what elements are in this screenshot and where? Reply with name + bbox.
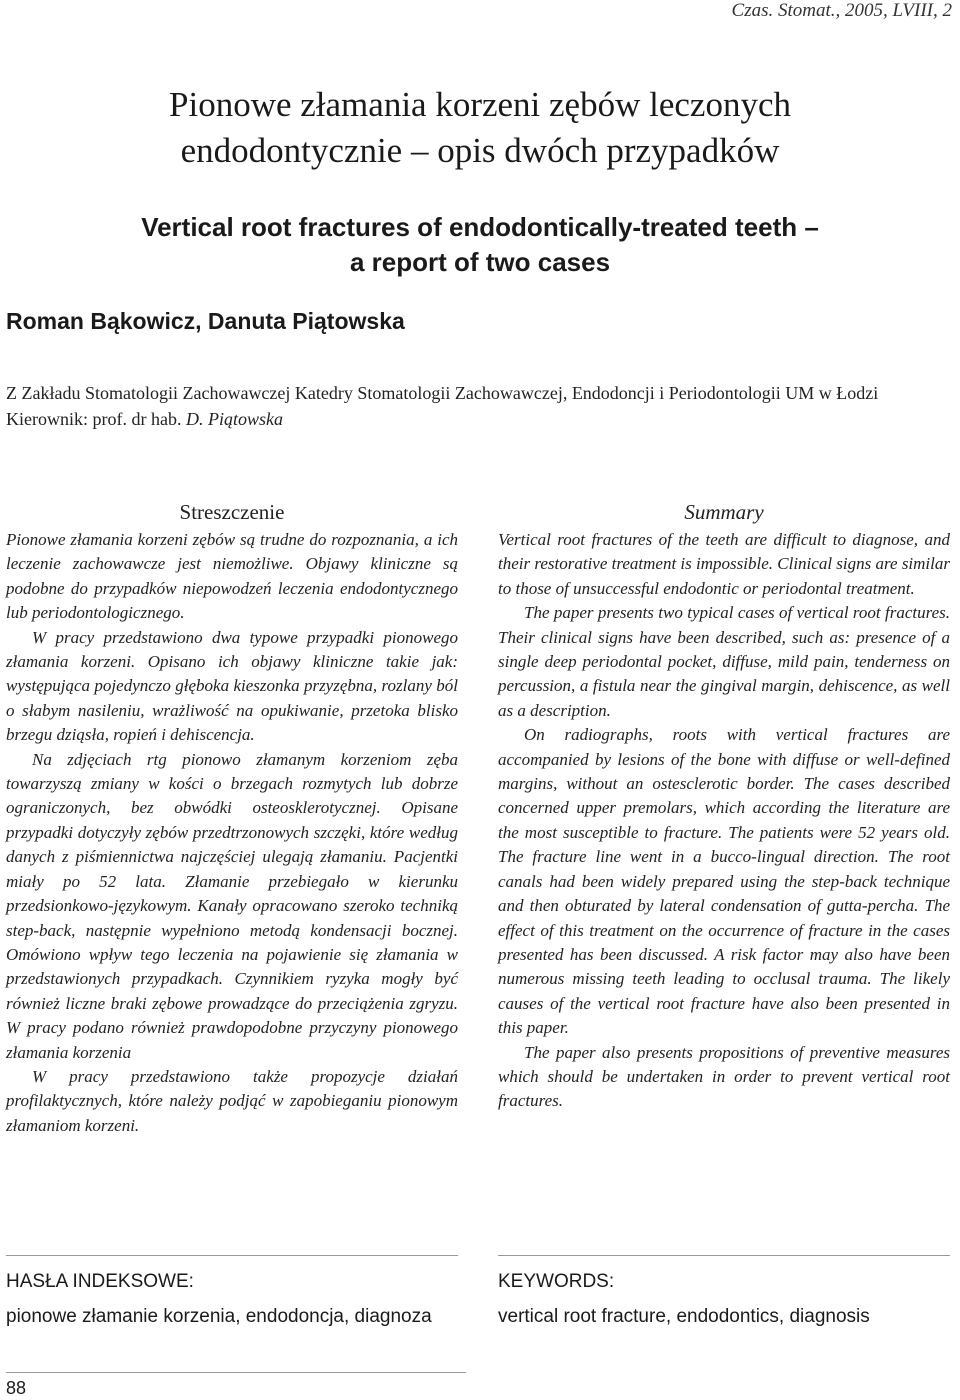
title-english xyxy=(0,210,960,280)
keywords-english-value: vertical root fracture, endodontics, diagnosis xyxy=(498,1306,870,1327)
abstract-english-paragraph: On radiographs, roots with vertical fractures are accompanied by lesions of the bone with diffuse or well-defined margins, without an ostesclerotic border. The cases described concerned upper premolars, which according the literature are the most susceptible to fracture. The patients were 52 years old. The fracture line went in a bucco-lingual direction. The root canals had been widely prepared using the step-back technique and then obturated by lateral condensation of gutta-percha. The effect of this treatment on the occurrence of fracture in the cases presented has been discussed. A risk factor may also have been numerous missing teeth leading to occlusal trauma. The likely causes of the vertical root fracture have also been presented in this paper. xyxy=(498,725,950,1038)
keywords-polish-label: HASŁA INDEKSOWE: xyxy=(6,1271,194,1292)
journal-citation: Czas. Stomat., 2005, LVIII, 2 xyxy=(731,0,952,21)
title-polish-line: Pionowe złamania korzeni zębów leczonych xyxy=(169,85,791,124)
abstract-polish-paragraph: Na zdjęciach rtg pionowo złamanym korzeniom zęba towarzyszą zmiany w kości o brzegach rozmytych lub dobrze ograniczonych, bez obwódki osteosklerotycznej. Opisane przypadki dotyczyły zębów przedtrzonowych szczęki, które według danych z piśmiennictwa najczęściej ulegają złamaniu. Pacjentki miały po 52 lata. Złamanie przebiegało w kierunku przedsionkowo-językowym. Kanały opracowano szeroko techniką step-back, następnie wypełniono metodą kondensacji bocznej. Omówiono wpływ tego leczenia na pojawienie się złamania w przedstawionych przypadkach. Czynnikiem ryzyka mogły być również liczne braki zębowe prowadzące do przeciążenia zgryzu. W pracy podano również prawdopodobne przyczyny pionowego złamania korzenia xyxy=(6,749,458,1062)
abstract-polish xyxy=(6,498,458,1138)
footer-divider xyxy=(6,1372,466,1373)
authors: Roman Bąkowicz, Danuta Piątowska xyxy=(6,308,405,334)
title-english-line: Vertical root fractures of endodontically-treated teeth – xyxy=(141,212,819,242)
abstract-polish-heading: Streszczenie xyxy=(179,500,285,524)
affiliation-unit: Z Zakładu Stomatologii Zachowawczej Katedry Stomatologii Zachowawczej, Endodoncji i Periodontologii UM w Łodzi xyxy=(6,383,879,403)
affiliation-head xyxy=(6,406,951,432)
abstract-english-paragraph: Vertical root fractures of the teeth are difficult to diagnose, and their restorative treatment is impossible. Clinical signs are similar to those of unsuccessful endodontic or periodontal treatment. xyxy=(498,530,950,598)
keywords-divider-right xyxy=(498,1255,950,1256)
abstract-english-paragraph: The paper presents two typical cases of vertical root fractures. Their clinical signs have been described, such as: presence of a single deep periodontal pocket, diffuse, mild pain, tenderness on percussion, a fistula near the gingival margin, dehiscence, as well as a description. xyxy=(498,603,950,720)
affiliation-head-prefix: Kierownik: prof. dr hab. xyxy=(6,409,186,429)
affiliation-head-name: D. Piątowska xyxy=(185,409,283,429)
keywords-polish-value: pionowe złamanie korzenia, endodoncja, diagnoza xyxy=(6,1306,432,1327)
keywords-english-label: KEYWORDS: xyxy=(498,1271,615,1292)
title-polish-line: endodontycznie – opis dwóch przypadków xyxy=(180,131,780,170)
title-english-line: a report of two cases xyxy=(349,247,611,277)
keywords-divider-left xyxy=(6,1255,458,1256)
abstract-english-paragraph: The paper also presents propositions of preventive measures which should be undertaken in order to prevent vertical root fractures. xyxy=(498,1042,950,1111)
abstract-polish-paragraph: Pionowe złamania korzeni zębów są trudne do rozpoznania, a ich leczenie zachowawcze jest niemożliwe. Objawy kliniczne są podobne do przypadków niepowodzeń leczenia endodontycznego lub periodontologicznego. xyxy=(6,530,458,623)
title-polish xyxy=(0,82,960,174)
page-number: 88 xyxy=(6,1378,27,1398)
abstract-polish-paragraph: W pracy przedstawiono także propozycje działań profilaktycznych, które należy podjąć w zapobieganiu pionowym złamaniom korzeni. xyxy=(6,1066,458,1135)
abstract-english xyxy=(498,498,950,1114)
affiliation xyxy=(6,380,951,432)
abstract-english-heading: Summary xyxy=(684,500,764,524)
abstract-polish-paragraph: W pracy przedstawiono dwa typowe przypadki pionowego złamania korzeni. Opisano ich objawy kliniczne takie jak: występująca pojedynczo głęboka kieszonka przyzębna, rozlany ból o słabym nasileniu, wrażliwość na opukiwanie, przetoka blisko brzegu dziąsła, ropień i dehiscencja. xyxy=(6,627,458,745)
